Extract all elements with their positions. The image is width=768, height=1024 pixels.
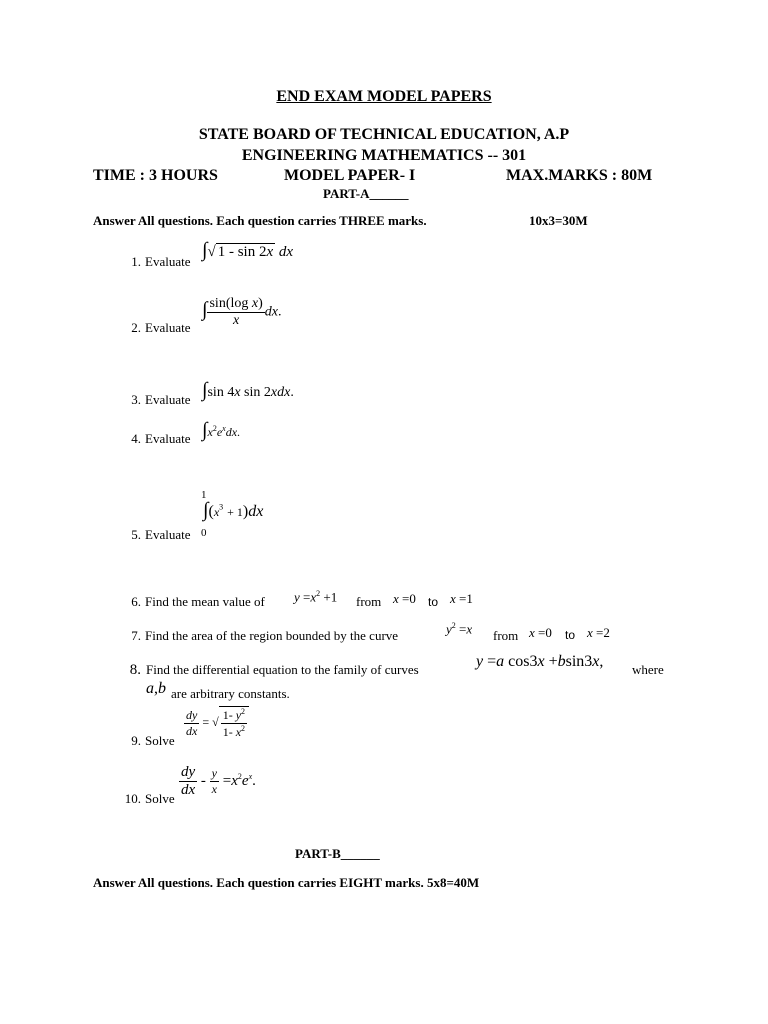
part-b-heading: PART-B______ xyxy=(295,846,380,861)
question-number: 3. xyxy=(131,392,141,407)
question-1 xyxy=(117,254,190,270)
question-2 xyxy=(117,320,190,336)
question-10 xyxy=(117,791,175,807)
question-text-to: to xyxy=(428,595,439,609)
question-3 xyxy=(117,392,190,408)
question-text-to: to xyxy=(565,628,576,642)
part-a-instructions: Answer All questions. Each question carries THREE marks. xyxy=(93,213,427,228)
question-number: 6. xyxy=(131,594,141,609)
question-text: Solve xyxy=(145,733,175,748)
math-expression: $y =x^2 +1$ xyxy=(294,589,338,605)
question-8 xyxy=(117,662,419,679)
question-text: Find the area of the region bounded by the curve xyxy=(145,628,399,643)
math-expression: ∫sin 4x sin 2xdx. xyxy=(202,379,294,401)
question-number: 10. xyxy=(124,791,141,806)
question-text: Evaluate xyxy=(145,320,191,335)
question-text: Solve xyxy=(145,791,175,806)
question-number: 8. xyxy=(129,662,141,678)
part-a-heading: PART-A______ xyxy=(323,186,409,201)
question-text-from: from xyxy=(356,594,382,609)
question-text: Evaluate xyxy=(145,392,191,407)
question-text: Evaluate xyxy=(145,527,191,542)
math-expression: $y^2 =x$ xyxy=(446,621,473,637)
math-expression: $\frac{dy}{dx}$ - $\frac{y}{x}$ $=x^2e^x$. xyxy=(181,764,256,798)
question-text-where: where xyxy=(632,662,664,677)
subject-name: ENGINEERING MATHEMATICS -- 301 xyxy=(241,147,527,164)
board-name: STATE BOARD OF TECHNICAL EDUCATION, A.P xyxy=(198,126,570,143)
math-expression: $\int x^2e^xdx$. xyxy=(202,419,241,441)
math-expression: x =1 xyxy=(450,591,473,606)
question-text: Find the differential equation to the family of curves xyxy=(146,662,419,677)
part-a-marks: 10x3=30M xyxy=(529,213,588,228)
question-text: Find the mean value of xyxy=(145,594,265,609)
max-marks-label: MAX.MARKS : 80M xyxy=(506,167,653,184)
question-number: 2. xyxy=(131,320,141,335)
math-expression: x =0 xyxy=(393,591,416,606)
integral-upper-limit: 1 xyxy=(201,489,207,501)
math-expression: ∫ $\frac{\text{sin(log x)}}{x}$ dx. xyxy=(202,296,282,328)
question-number: 7. xyxy=(131,628,141,643)
integral-lower-limit: 0 xyxy=(201,527,207,539)
math-expression: a,b xyxy=(146,680,166,697)
time-label: TIME : 3 HOURS xyxy=(93,167,218,184)
math-expression: $\int(x^3 + 1)dx$ xyxy=(203,499,264,521)
question-text: Evaluate xyxy=(145,254,191,269)
question-4 xyxy=(117,431,190,447)
question-text: Evaluate xyxy=(145,431,191,446)
question-9 xyxy=(117,733,175,749)
question-5 xyxy=(117,527,190,543)
question-number: 4. xyxy=(131,431,141,446)
question-6 xyxy=(117,594,265,610)
paper-label: MODEL PAPER- I xyxy=(284,167,416,184)
math-expression: x =0 xyxy=(529,625,552,640)
page-title: END EXAM MODEL PAPERS xyxy=(276,88,492,105)
question-text-from: from xyxy=(493,628,519,643)
math-expression: ∫√ 1 - sin 2x dx xyxy=(202,239,294,261)
math-expression: x =2 xyxy=(587,625,610,640)
question-number: 9. xyxy=(131,733,141,748)
math-expression: $\frac{dy}{dx}$ = √ $\frac{1- y^2}{1- x^2}$ xyxy=(184,706,249,740)
question-number: 5. xyxy=(131,527,141,542)
question-number: 1. xyxy=(131,254,141,269)
part-b-instructions: Answer All questions. Each question carries EIGHT marks. 5x8=40M xyxy=(93,875,480,890)
math-expression: y =a cos3x +bsin3x, xyxy=(476,653,604,670)
question-text-line2: are arbitrary constants. xyxy=(171,686,290,701)
question-7 xyxy=(117,628,398,644)
